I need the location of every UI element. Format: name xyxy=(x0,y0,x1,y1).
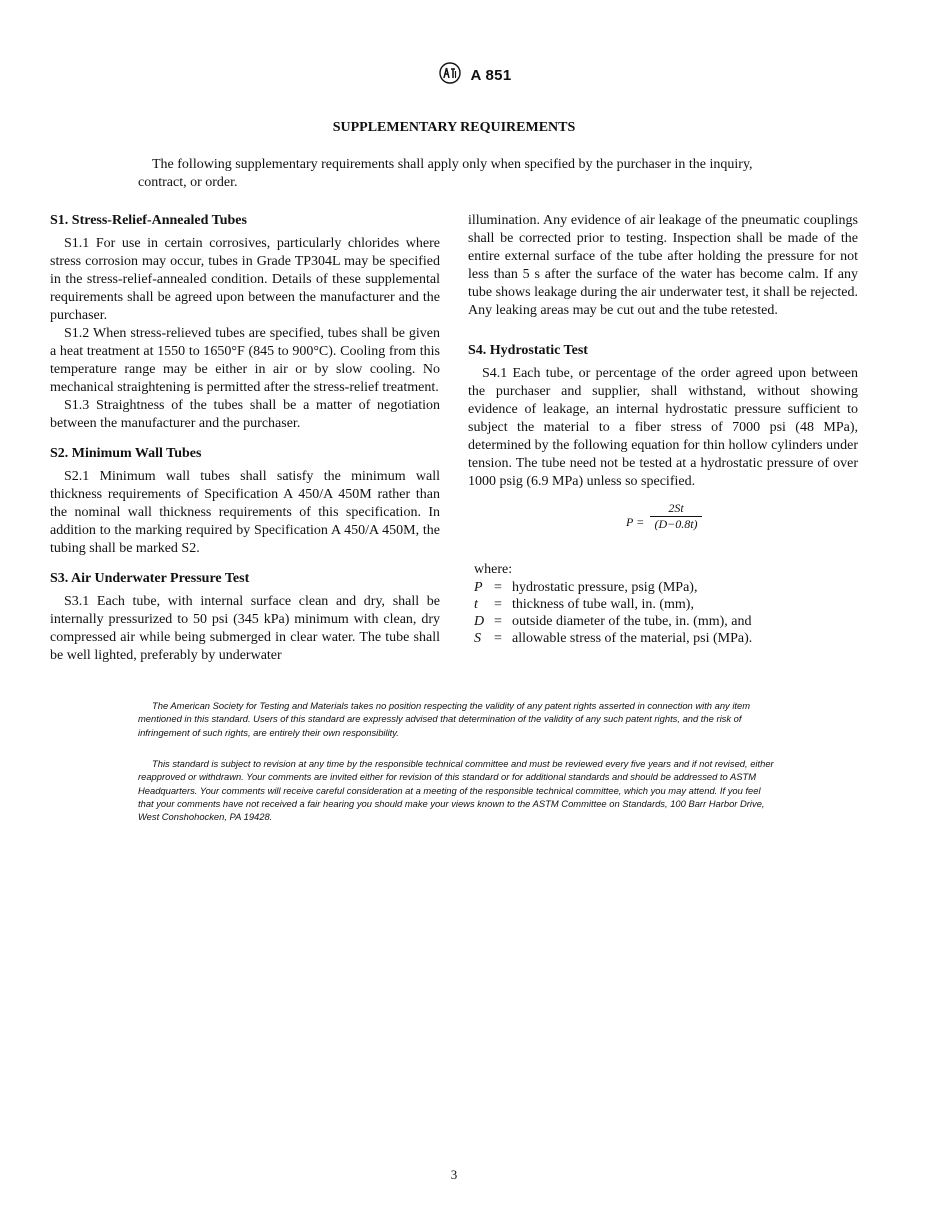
revision-footnote xyxy=(138,757,774,823)
s3-heading: S3. Air Underwater Pressure Test xyxy=(50,571,250,586)
variable-row xyxy=(474,613,752,630)
intro-text: The following supplementary requirements shall apply only when specified by the purchaser in the inquiry, contract, or order. xyxy=(138,157,753,190)
astm-logo-icon xyxy=(439,62,461,89)
page-header xyxy=(0,62,950,89)
variable-description: allowable stress of the material, psi (MPa). xyxy=(512,631,753,646)
equation-lhs: P = xyxy=(626,515,645,529)
page-number: 3 xyxy=(450,1167,458,1182)
s4-heading: S4. Hydrostatic Test xyxy=(468,343,588,358)
where-label: where: xyxy=(474,562,513,577)
s2-1-paragraph: S2.1 Minimum wall tubes shall satisfy the minimum wall thickness requirements of Specification A 450/A 450M rather than the nominal wall thickness requirements of this specification. In addition to the marking required by Specification A 450/A 450M, the tubing shall be marked S2. xyxy=(50,469,440,556)
intro xyxy=(138,156,778,192)
equation-denominator: (D−0.8t) xyxy=(654,517,698,531)
s1-2-paragraph: S1.2 When stress-relieved tubes are specified, tubes shall be given a heat treatment at 1550 to 1650°F (845 to 900°C). Cooling from this temperature range may be either in air or by slow cooling. No mechanical straightening is permitted after the stress-relief treatment. xyxy=(50,326,440,395)
variable-symbol: S xyxy=(474,631,481,646)
patent-footnote-text: The American Society for Testing and Materials takes no position respecting the validity of any patent rights asserted in connection with any item mentioned in this standard. Users of this standard are expressly advised that determination of the validity of any such patent rights, and the risk of infringement of such rights, are entirely their own responsibility. xyxy=(138,700,751,738)
s1-3-paragraph: S1.3 Straightness of the tubes shall be a matter of negotiation between the manufacturer and the purchaser. xyxy=(50,398,440,431)
variable-equals: = xyxy=(494,631,502,646)
revision-footnote-text: This standard is subject to revision at any time by the responsible technical committee and must be reviewed every five years and if not revised, either reapproved or withdrawn. Your comments are invited either for revision of this standard or for additional standards and should be addressed to ASTM Headquarters. Your comments will receive careful consideration at a meeting of the responsible technical committee, which you may attend. If you feel that your comments have not received a fair hearing you should make your views known to the ASTM Committee on Standards, 100 Barr Harbor Drive, West Conshohocken, PA 19428. xyxy=(138,758,774,823)
variable-description: outside diameter of the tube, in. (mm), and xyxy=(512,614,752,629)
variable-table xyxy=(474,579,752,647)
variable-equals: = xyxy=(494,597,502,612)
hydrostatic-equation xyxy=(468,501,858,537)
patent-footnote xyxy=(138,699,774,739)
variable-row xyxy=(474,579,752,596)
variable-description: thickness of tube wall, in. (mm), xyxy=(512,597,694,612)
s3-1-paragraph-start: S3.1 Each tube, with internal surface clean and dry, shall be internally pressurized to 50 psi (345 kPa) minimum with clean, dry compressed air while being submerged in clear water. The tube shall be well lighted, preferably by underwater xyxy=(50,594,440,663)
variable-symbol: t xyxy=(474,597,478,612)
variable-symbol: D xyxy=(474,614,485,629)
variable-definitions xyxy=(468,561,858,647)
variable-symbol: P xyxy=(474,580,483,595)
right-column xyxy=(468,212,858,647)
equation-numerator: 2St xyxy=(650,501,702,517)
variable-equals: = xyxy=(494,614,502,629)
variable-row xyxy=(474,630,752,647)
variable-description: hydrostatic pressure, psig (MPa), xyxy=(512,580,698,595)
standard-code: A 851 xyxy=(470,67,512,84)
s4-1-paragraph: S4.1 Each tube, or percentage of the order agreed upon between the purchaser and supplier, shall withstand, without showing evidence of leakage, an internal hydrostatic pressure sufficient to subject the material to a fiber stress of 7000 psi (48 MPa), determined by the following equation for thin hollow cylinders under tension. The tube need not be tested at a hydrostatic pressure of over 1000 psig (6.9 MPa) unless so specified. xyxy=(468,366,858,489)
left-column xyxy=(50,212,440,665)
equation-fraction xyxy=(650,501,702,532)
variable-row xyxy=(474,596,752,613)
s1-heading: S1. Stress-Relief-Annealed Tubes xyxy=(50,213,247,228)
s1-1-paragraph: S1.1 For use in certain corrosives, particularly chlorides where stress corrosion may occur, tubes in Grade TP304L may be specified in the stress-relief-annealed condition. Details of these supplemental requirements shall be agreed upon between the manufacturer and the purchaser. xyxy=(50,236,440,323)
s2-heading: S2. Minimum Wall Tubes xyxy=(50,446,202,461)
variable-equals: = xyxy=(494,580,502,595)
page-title: SUPPLEMENTARY REQUIREMENTS xyxy=(332,120,576,135)
s3-1-paragraph-end: illumination. Any evidence of air leakage of the pneumatic couplings shall be corrected prior to testing. Inspection shall be made of the entire external surface of the tube after holding the pressure for not less than 5 s after the surface of the water has become calm. If any tube shows leakage during the air underwater test, it shall be rejected. Any leaking areas may be cut out and the tube retested. xyxy=(468,213,858,318)
